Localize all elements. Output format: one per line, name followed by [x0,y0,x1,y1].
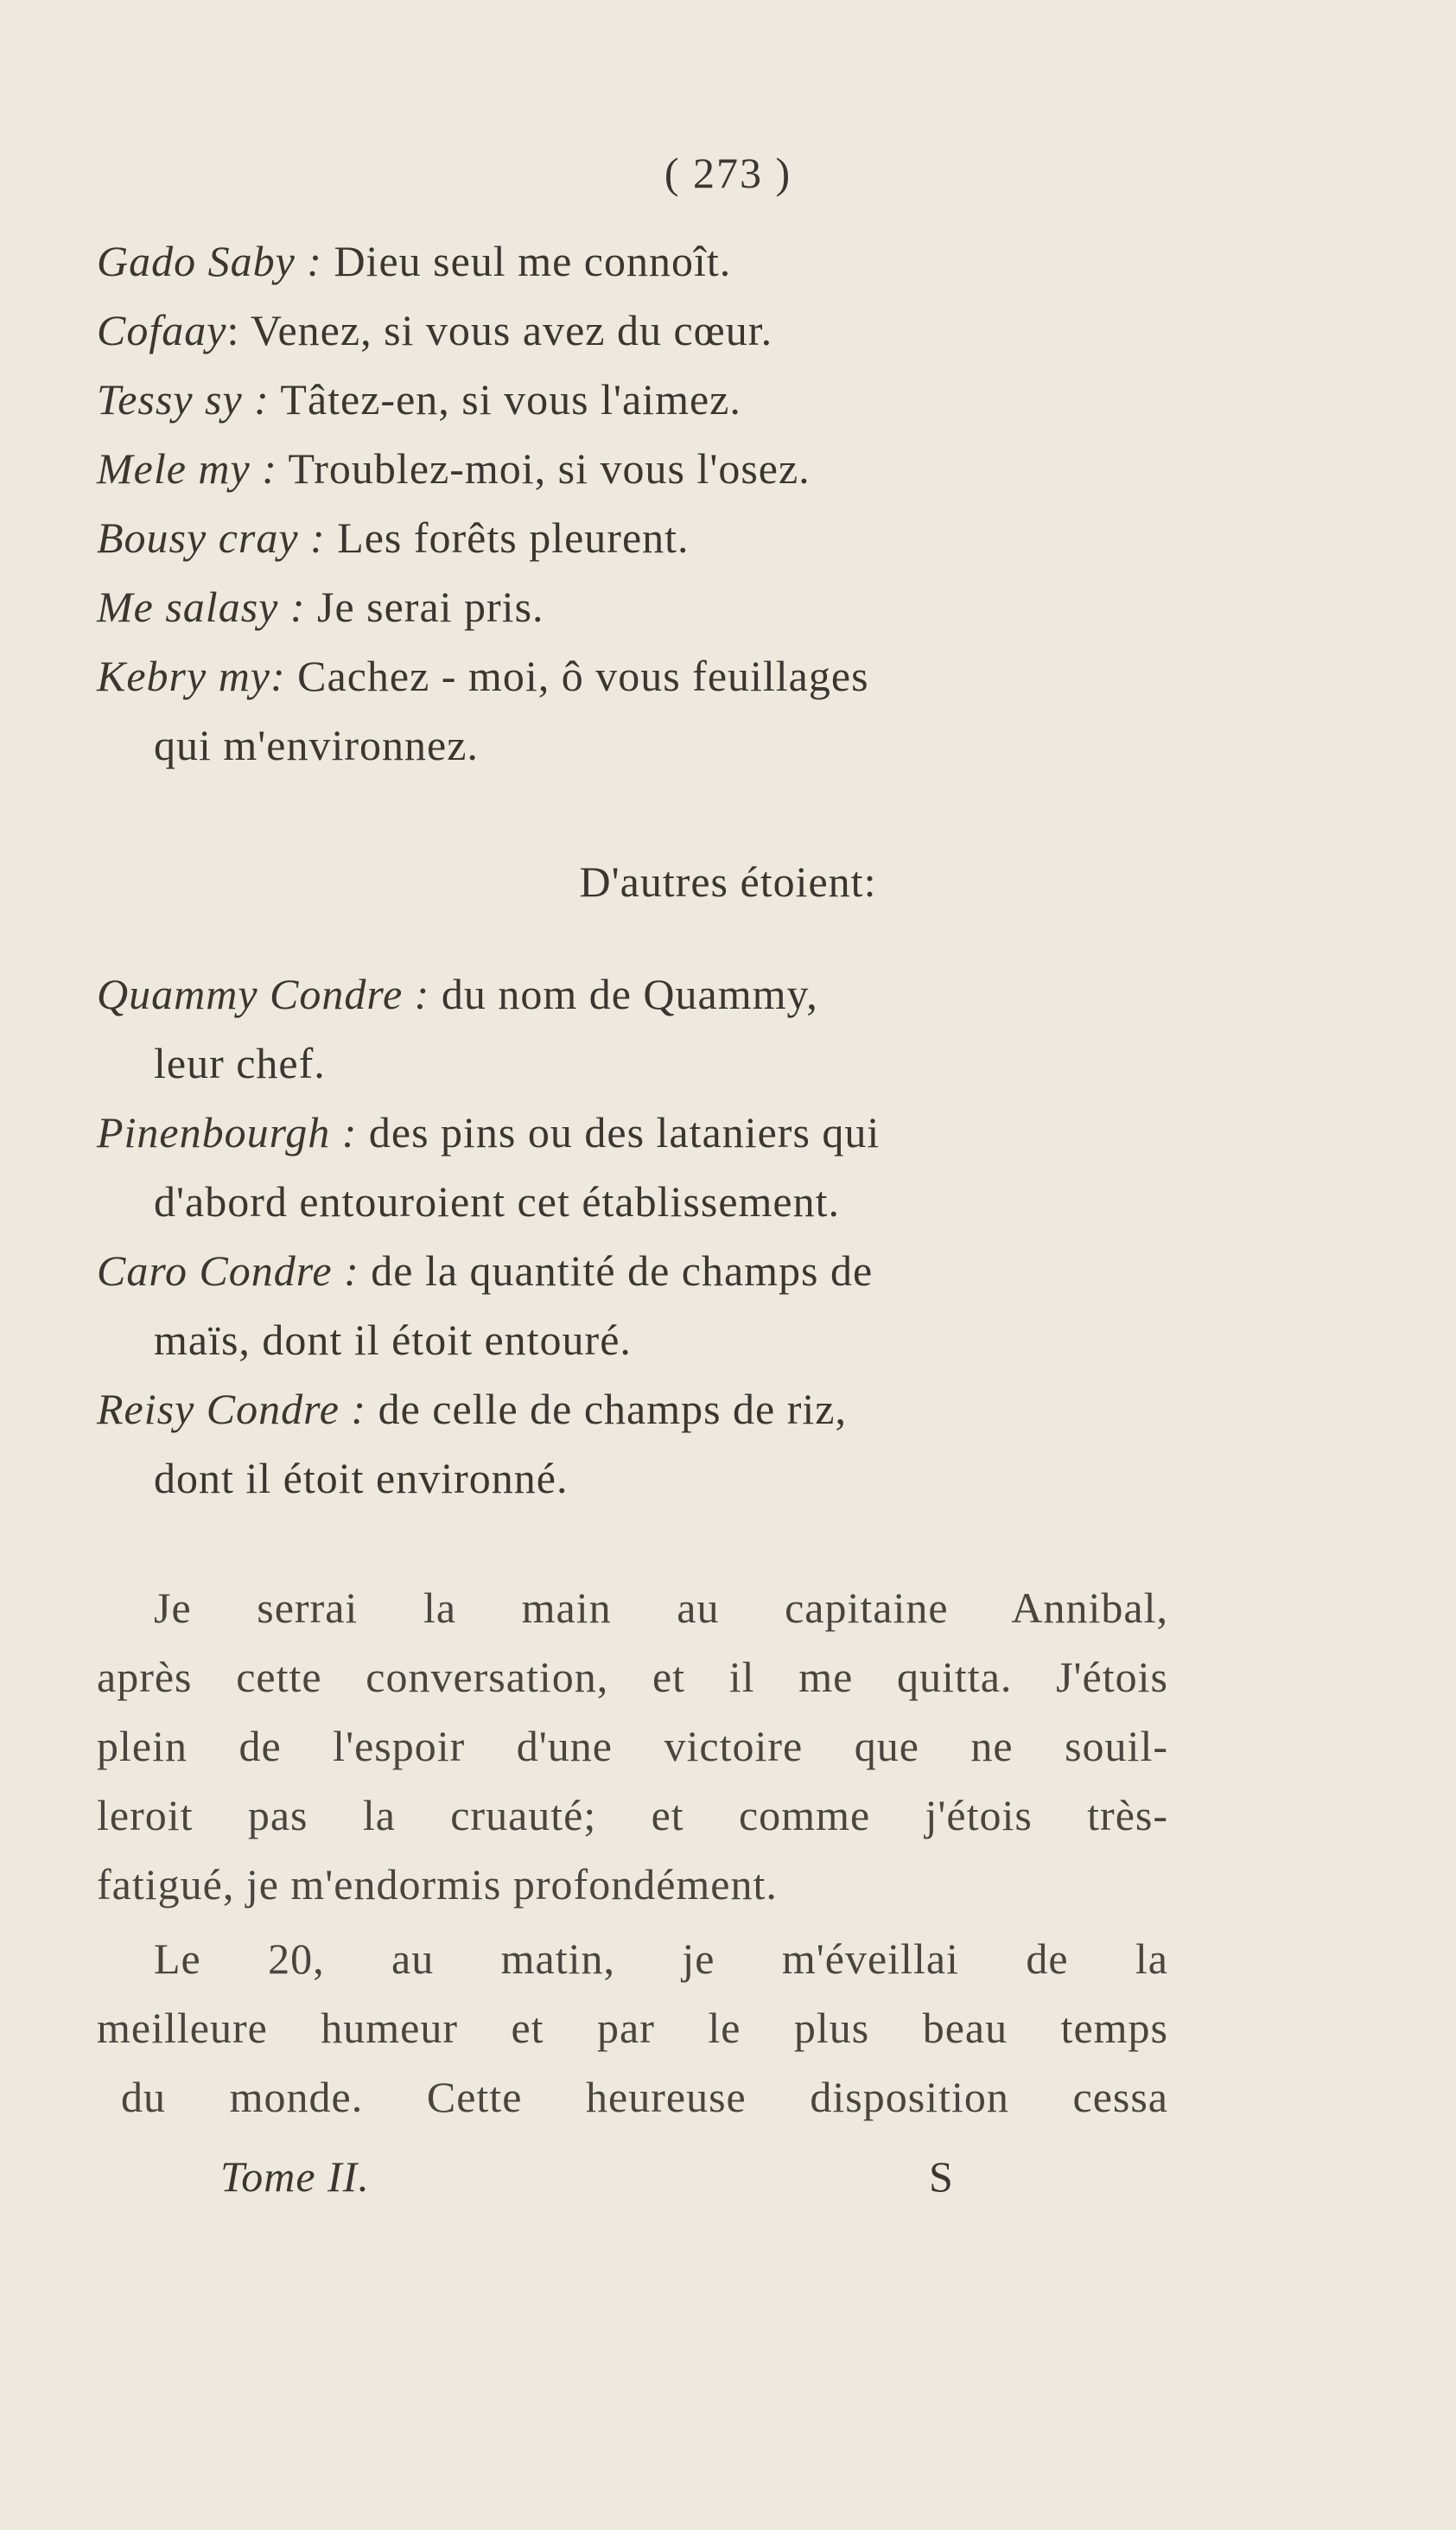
entry-meaning: Cachez - moi, ô vous feuillages [285,652,869,700]
paragraph-line: fatigué, je m'endormis profondément. [97,1860,778,1909]
names-list-item [97,581,1168,633]
paragraph-line [154,1933,1168,1985]
entry-meaning: : Venez, si vous avez du cœur. [226,306,773,354]
entry-continuation: qui m'environnez. [154,721,479,769]
paragraph-text: du monde. Cette heureuse disposition cessa [121,2073,1168,2121]
names-list-item [97,650,1168,702]
names-list-item [97,235,1168,287]
paragraph-text: Je serrai la main au capitaine Annibal, [154,1584,1168,1632]
paragraph-line [154,1582,1168,1634]
entry-name: Caro Condre : [97,1246,359,1295]
entry-continuation: d'abord entouroient cet établissement. [154,1177,840,1226]
places-list-item [97,1106,1168,1158]
entry-meaning: Je serai pris. [305,583,544,631]
entry-name: Me salasy : [97,583,306,631]
entry-meaning: des pins ou des lataniers qui [357,1108,881,1157]
paragraph-line [97,2002,1168,2054]
entry-name: Kebry my: [97,652,286,700]
paragraph-text: plein de l'espoir d'une victoire que ne souil- [97,1722,1168,1770]
paragraph-text: leroit pas la cruauté; et comme j'étois très- [97,1791,1168,1839]
entry-meaning: Tâtez-en, si vous l'aimez. [269,375,741,424]
paragraph-line [97,1720,1168,1772]
entry-name: Bousy cray : [97,513,326,562]
names-list-item [97,512,1168,564]
entry-meaning: Dieu seul me connoît. [321,237,732,285]
paragraph-text: meilleure humeur et par le plus beau temps [97,2004,1168,2052]
names-list-item [97,304,1168,356]
paragraph-text: après cette conversation, et il me quitta. J'étois [97,1653,1168,1701]
paragraph-line [97,1789,1168,1841]
entry-name: Tessy sy : [97,375,270,424]
subheading: D'autres étoient: [579,857,877,906]
entry-name: Pinenbourgh : [97,1108,358,1157]
paragraph-text: Le 20, au matin, je m'éveillai de la [154,1934,1168,1983]
entry-name: Reisy Condre : [97,1385,367,1433]
places-list-item [97,968,1168,1020]
signature-mark: S [929,2152,953,2201]
entry-continuation: leur chef. [154,1039,326,1087]
paragraph-line [121,2071,1168,2123]
names-list-item [97,373,1168,425]
entry-name: Quammy Condre : [97,970,430,1018]
entry-continuation: maïs, dont il étoit entouré. [154,1316,632,1364]
entry-meaning: du nom de Quammy, [429,970,818,1018]
entry-name: Gado Saby : [97,237,322,285]
entry-meaning: Troublez-moi, si vous l'osez. [277,444,811,493]
entry-meaning: de celle de champs de riz, [366,1385,847,1433]
entry-continuation: dont il étoit environné. [154,1454,569,1502]
entry-name: Mele my : [97,444,277,493]
places-list-item [97,1245,1168,1297]
volume-label: Tome II. [220,2152,370,2201]
places-list-item [97,1383,1168,1435]
names-list-item [97,443,1168,494]
paragraph-line [97,1651,1168,1703]
entry-name: Cofaay [97,306,227,354]
entry-meaning: Les forêts pleurent. [325,513,690,562]
page-number: ( 273 ) [664,149,792,197]
entry-meaning: de la quantité de champs de [359,1246,874,1295]
